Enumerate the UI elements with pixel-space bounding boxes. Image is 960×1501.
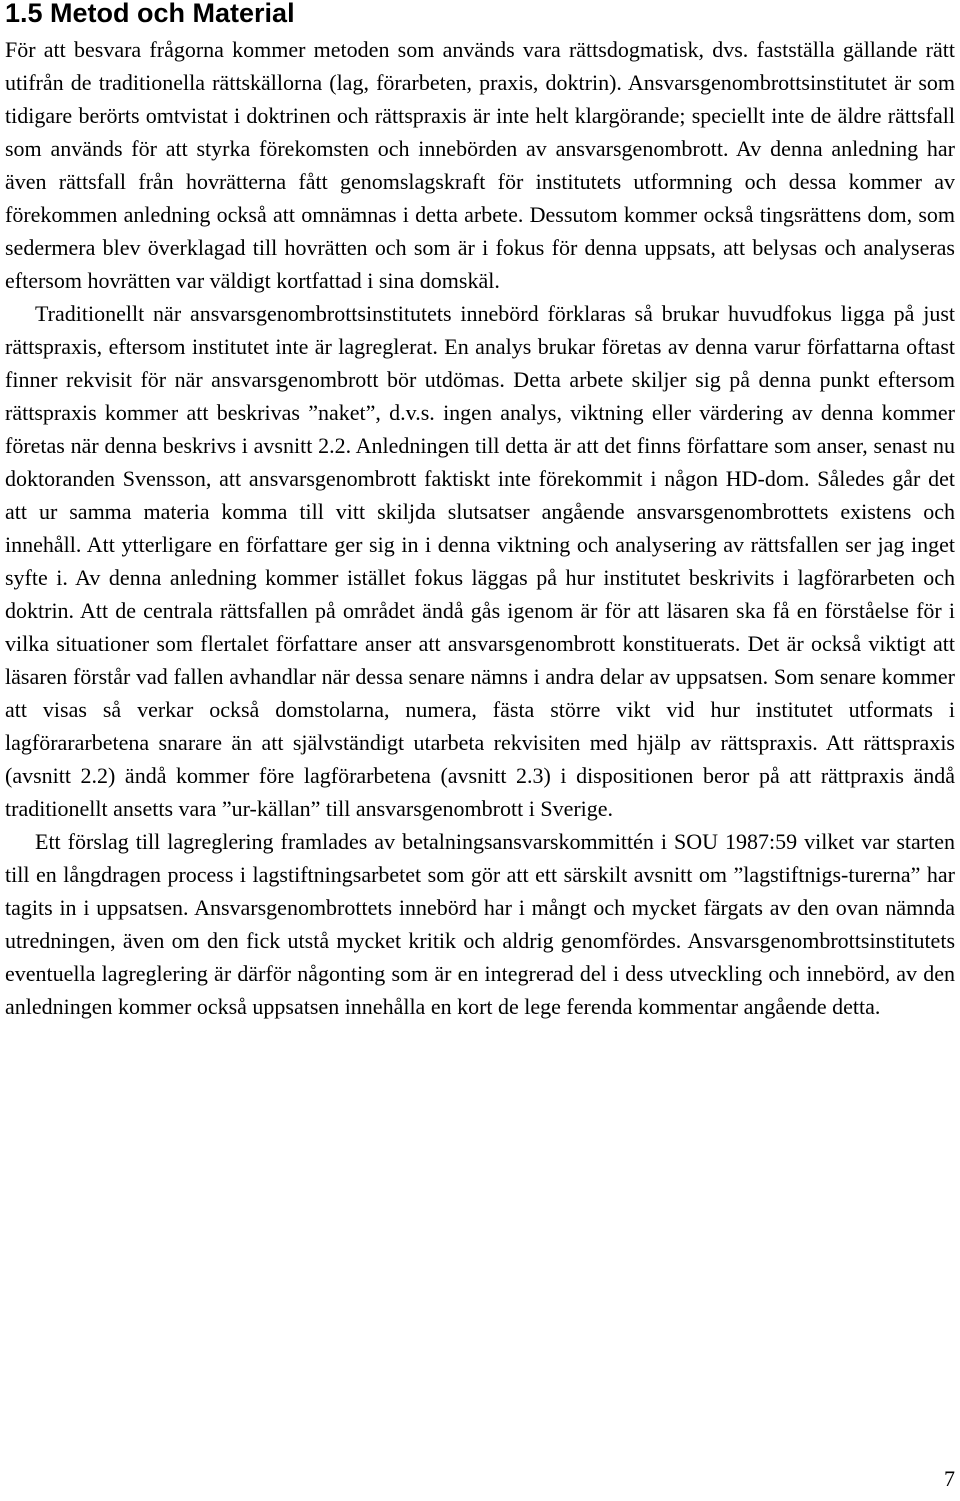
body-paragraph-1: För att besvara frågorna kommer metoden som används vara rättsdogmatisk, dvs. fastställa gällande rätt utifrån de traditionella rättskällorna (lag, förarbeten, praxis, doktrin). Ansvarsgenombrottsinstitutet är som tidigare berörts omtvistat i doktrinen och rättspraxis är inte helt klargörande; speciellt inte de äldre rättsfall som används för att styrka förekomsten och innebörden av ansvarsgenombrott. Av denna anledning har även rättsfall från hovrätterna fått genomslagskraft för institutets utformning och dessa kommer av förekommen anledning också att omnämnas i detta arbete. Dessutom kommer också tingsrättens dom, som sedermera blev överklagad till hovrätten och som är i fokus för denna uppsats, att belysas och analyseras eftersom hovrätten var väldigt kortfattad i sina domskäl.: [5, 37, 955, 293]
body-paragraph-2: Traditionellt när ansvarsgenombrottsinstitutets innebörd förklaras så brukar huvudfokus ligga på just rättspraxis, eftersom institutet inte är lagreglerat. En analys brukar företas av denna varur författarna oftast finner rekvisit för när ansvarsgenombrott bör utdömas. Detta arbete skiljer sig på denna punkt eftersom rättspraxis kommer att beskrivas ”naket”, d.v.s. ingen analys, viktning eller värdering av denna kommer företas när denna beskrivs i avsnitt 2.2. Anledningen till detta är att det finns författare som anser, senast nu doktoranden Svensson, att ansvarsgenombrott faktiskt inte förekommit i någon HD-dom. Således går det att ur samma materia komma till vitt skiljda slutsatser angående ansvarsgenombrottets existens och innehåll. Att ytterligare en författare ger sig in i denna viktning och analysering av rättsfallen ser jag inget syfte i. Av denna anledning kommer istället fokus läggas på hur institutet beskrivits i lagförarbeten och doktrin. Att de centrala rättsfallen på området ändå gås igenom är för att läsaren ska få en förståelse för i vilka situationer som flertalet författare anser att ansvarsgenombrott konstituerats. Det är också viktigt att läsaren förstår vad fallen avhandlar när dessa senare nämns i andra delar av uppsatsen. Som senare kommer att visas så verkar också domstolarna, numera, fästa större vikt vid hur institutet utformats i lagförararbetena snarare än att självständigt utarbeta rekvisiten med hjälp av rättspraxis. Att rättspraxis (avsnitt 2.2) ändå kommer före lagförarbetena (avsnitt 2.3) i dispositionen beror på att rättpraxis ändå traditionellt ansetts vara ”ur-källan” till ansvarsgenombrott i Sverige.: [5, 301, 955, 821]
body-paragraph-3: Ett förslag till lagreglering framlades av betalningsansvarskommittén i SOU 1987:59 vilket var starten till en långdragen process i lagstiftningsarbetet som gör att ett särskilt avsnitt om ”lagstiftnigs-turerna” har tagits in i uppsatsen. Ansvarsgenombrottets innebörd har i mångt och mycket färgats av den ovan nämnda utredningen, även om den fick utstå mycket kritik och aldrig genomfördes. Ansvarsgenombrottsinstitutets eventuella lagreglering är därför någonting som är en integrerad del i dess utveckling och innebörd, av den anledningen kommer också uppsatsen innehålla en kort de lege ferenda kommentar angående detta.: [5, 829, 955, 1019]
document-page: [5, 0, 955, 1023]
page-number: 7: [944, 1466, 955, 1491]
section-heading: 1.5 Metod och Material: [5, 0, 295, 28]
